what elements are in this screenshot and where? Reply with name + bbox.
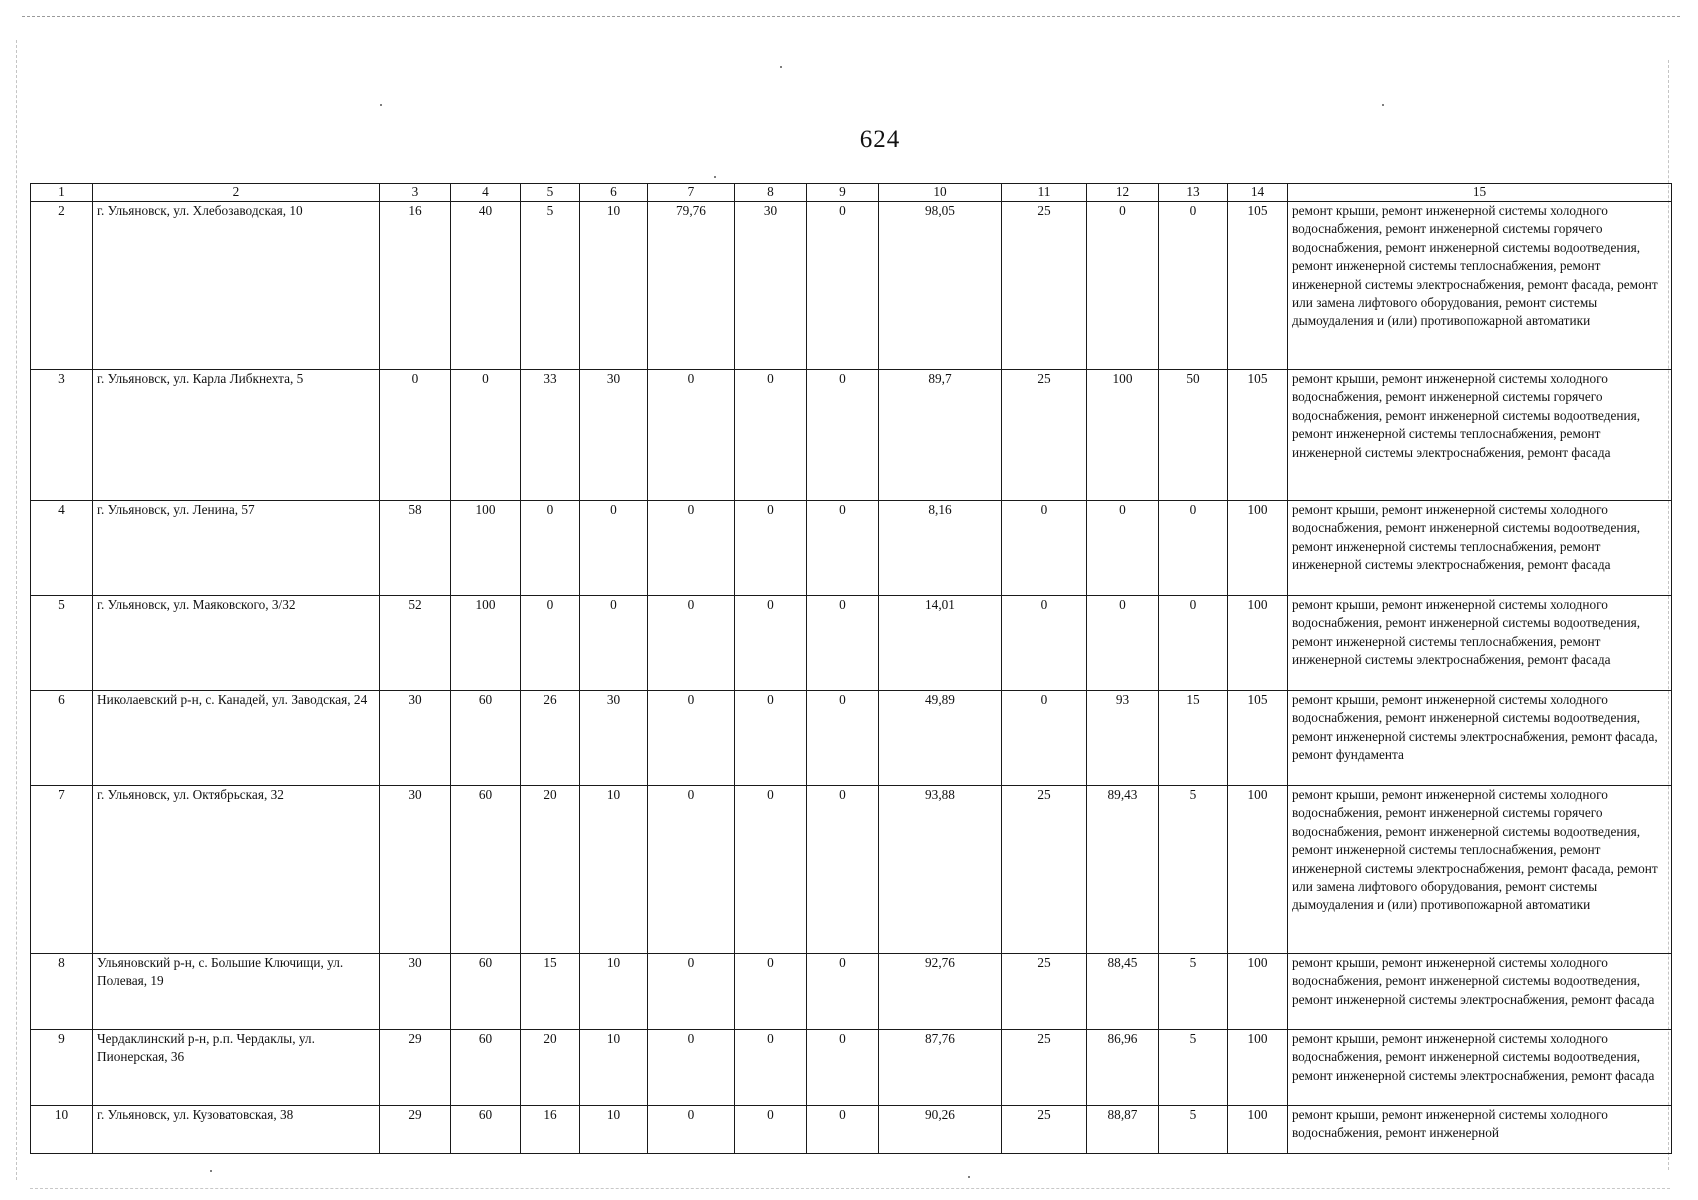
value-cell: 0 [380, 370, 451, 501]
value-cell: 79,76 [648, 202, 735, 370]
table-row [31, 501, 1672, 596]
value-cell: 100 [1228, 1030, 1288, 1106]
value-cell: 0 [648, 1106, 735, 1154]
works-list-cell: ремонт крыши, ремонт инженерной системы холодного водоснабжения, ремонт инженерной системы водоотведения, ремонт инженерной системы электроснабжения, ремонт фасада [1288, 1030, 1672, 1106]
value-cell: 105 [1228, 370, 1288, 501]
scan-speck [780, 66, 782, 68]
value-cell: 0 [807, 691, 879, 786]
address-cell: г. Ульяновск, ул. Хлебозаводская, 10 [93, 202, 380, 370]
table-row [31, 954, 1672, 1030]
value-cell: 25 [1002, 202, 1087, 370]
address-cell: г. Ульяновск, ул. Ленина, 57 [93, 501, 380, 596]
value-cell: 92,76 [879, 954, 1002, 1030]
value-cell: 0 [451, 370, 521, 501]
value-cell: 0 [807, 370, 879, 501]
value-cell: 15 [521, 954, 580, 1030]
value-cell: 10 [580, 1030, 648, 1106]
value-cell: 30 [580, 691, 648, 786]
value-cell: 0 [1087, 202, 1159, 370]
value-cell: 105 [1228, 691, 1288, 786]
table-row [31, 596, 1672, 691]
column-header: 15 [1288, 184, 1672, 202]
value-cell: 0 [735, 954, 807, 1030]
value-cell: 0 [1087, 596, 1159, 691]
value-cell: 0 [1002, 691, 1087, 786]
column-header: 8 [735, 184, 807, 202]
column-number-row [31, 184, 1672, 202]
value-cell: 100 [451, 596, 521, 691]
value-cell: 8,16 [879, 501, 1002, 596]
value-cell: 0 [648, 786, 735, 954]
row-number: 8 [31, 954, 93, 1030]
scan-edge-bottom [30, 1188, 1670, 1189]
value-cell: 0 [648, 1030, 735, 1106]
value-cell: 89,43 [1087, 786, 1159, 954]
scan-edge-left [16, 40, 17, 1180]
column-header: 9 [807, 184, 879, 202]
value-cell: 0 [807, 954, 879, 1030]
column-header: 14 [1228, 184, 1288, 202]
value-cell: 0 [580, 501, 648, 596]
value-cell: 0 [521, 596, 580, 691]
value-cell: 87,76 [879, 1030, 1002, 1106]
value-cell: 25 [1002, 1030, 1087, 1106]
column-header: 12 [1087, 184, 1159, 202]
value-cell: 0 [1159, 501, 1228, 596]
table-row [31, 786, 1672, 954]
value-cell: 5 [1159, 1030, 1228, 1106]
row-number: 3 [31, 370, 93, 501]
address-cell: г. Ульяновск, ул. Октябрьская, 32 [93, 786, 380, 954]
value-cell: 0 [580, 596, 648, 691]
value-cell: 25 [1002, 786, 1087, 954]
value-cell: 50 [1159, 370, 1228, 501]
row-number: 10 [31, 1106, 93, 1154]
value-cell: 0 [1159, 596, 1228, 691]
value-cell: 0 [1159, 202, 1228, 370]
value-cell: 0 [807, 202, 879, 370]
value-cell: 14,01 [879, 596, 1002, 691]
scan-speck [1382, 104, 1384, 106]
value-cell: 100 [451, 501, 521, 596]
column-header: 4 [451, 184, 521, 202]
value-cell: 60 [451, 1106, 521, 1154]
scan-speck [380, 104, 382, 106]
value-cell: 20 [521, 786, 580, 954]
row-number: 5 [31, 596, 93, 691]
value-cell: 98,05 [879, 202, 1002, 370]
value-cell: 10 [580, 202, 648, 370]
row-number: 7 [31, 786, 93, 954]
value-cell: 49,89 [879, 691, 1002, 786]
address-cell: г. Ульяновск, ул. Кузоватовская, 38 [93, 1106, 380, 1154]
value-cell: 29 [380, 1106, 451, 1154]
value-cell: 26 [521, 691, 580, 786]
value-cell: 60 [451, 954, 521, 1030]
value-cell: 0 [1087, 501, 1159, 596]
value-cell: 15 [1159, 691, 1228, 786]
page-number: 624 [859, 126, 901, 153]
scan-speck [968, 1176, 970, 1178]
value-cell: 58 [380, 501, 451, 596]
value-cell: 33 [521, 370, 580, 501]
works-list-cell: ремонт крыши, ремонт инженерной системы холодного водоснабжения, ремонт инженерной системы водоотведения, ремонт инженерной системы электроснабжения, ремонт фасада, ремонт фундамента [1288, 691, 1672, 786]
works-list-cell: ремонт крыши, ремонт инженерной системы холодного водоснабжения, ремонт инженерной [1288, 1106, 1672, 1154]
value-cell: 20 [521, 1030, 580, 1106]
row-number: 4 [31, 501, 93, 596]
value-cell: 93 [1087, 691, 1159, 786]
value-cell: 0 [807, 1030, 879, 1106]
row-number: 9 [31, 1030, 93, 1106]
value-cell: 25 [1002, 370, 1087, 501]
value-cell: 0 [735, 596, 807, 691]
table-row [31, 202, 1672, 370]
column-header: 7 [648, 184, 735, 202]
value-cell: 0 [1002, 596, 1087, 691]
table-row [31, 691, 1672, 786]
column-header: 2 [93, 184, 380, 202]
value-cell: 0 [735, 370, 807, 501]
value-cell: 88,45 [1087, 954, 1159, 1030]
address-cell: г. Ульяновск, ул. Карла Либкнехта, 5 [93, 370, 380, 501]
value-cell: 0 [807, 596, 879, 691]
value-cell: 16 [380, 202, 451, 370]
value-cell: 0 [648, 691, 735, 786]
address-cell: Ульяновский р-н, с. Большие Ключищи, ул. Полевая, 19 [93, 954, 380, 1030]
value-cell: 100 [1228, 786, 1288, 954]
value-cell: 60 [451, 691, 521, 786]
table-row [31, 1030, 1672, 1106]
value-cell: 100 [1228, 1106, 1288, 1154]
address-cell: г. Ульяновск, ул. Маяковского, 3/32 [93, 596, 380, 691]
value-cell: 30 [735, 202, 807, 370]
value-cell: 25 [1002, 954, 1087, 1030]
value-cell: 5 [1159, 954, 1228, 1030]
value-cell: 0 [1002, 501, 1087, 596]
value-cell: 0 [735, 786, 807, 954]
works-list-cell: ремонт крыши, ремонт инженерной системы холодного водоснабжения, ремонт инженерной системы горячего водоснабжения, ремонт инженерной системы водоотведения, ремонт инженерной системы теплоснабжения, ремонт инженерной системы электроснабжения, ремонт фасада, ремонт или замена лифтового оборудования, ремонт системы дымоудаления и (или) противопожарной автоматики [1288, 786, 1672, 954]
value-cell: 25 [1002, 1106, 1087, 1154]
table-row [31, 370, 1672, 501]
column-header: 5 [521, 184, 580, 202]
column-header: 6 [580, 184, 648, 202]
value-cell: 0 [807, 786, 879, 954]
value-cell: 0 [807, 1106, 879, 1154]
value-cell: 93,88 [879, 786, 1002, 954]
table-row [31, 1106, 1672, 1154]
value-cell: 0 [735, 1106, 807, 1154]
value-cell: 5 [521, 202, 580, 370]
works-list-cell: ремонт крыши, ремонт инженерной системы холодного водоснабжения, ремонт инженерной системы водоотведения, ремонт инженерной системы электроснабжения, ремонт фасада [1288, 954, 1672, 1030]
value-cell: 30 [380, 954, 451, 1030]
value-cell: 30 [580, 370, 648, 501]
column-header: 3 [380, 184, 451, 202]
works-list-cell: ремонт крыши, ремонт инженерной системы холодного водоснабжения, ремонт инженерной системы горячего водоснабжения, ремонт инженерной системы водоотведения, ремонт инженерной системы теплоснабжения, ремонт инженерной системы электроснабжения, ремонт фасада [1288, 370, 1672, 501]
value-cell: 100 [1228, 954, 1288, 1030]
address-cell: Николаевский р-н, с. Канадей, ул. Заводская, 24 [93, 691, 380, 786]
value-cell: 0 [735, 501, 807, 596]
value-cell: 0 [521, 501, 580, 596]
value-cell: 0 [648, 954, 735, 1030]
value-cell: 10 [580, 786, 648, 954]
value-cell: 0 [807, 501, 879, 596]
column-header: 10 [879, 184, 1002, 202]
value-cell: 30 [380, 786, 451, 954]
column-header: 11 [1002, 184, 1087, 202]
value-cell: 90,26 [879, 1106, 1002, 1154]
value-cell: 100 [1228, 501, 1288, 596]
value-cell: 60 [451, 1030, 521, 1106]
value-cell: 52 [380, 596, 451, 691]
value-cell: 40 [451, 202, 521, 370]
value-cell: 0 [648, 370, 735, 501]
value-cell: 100 [1228, 596, 1288, 691]
value-cell: 86,96 [1087, 1030, 1159, 1106]
value-cell: 29 [380, 1030, 451, 1106]
address-cell: Чердаклинский р-н, р.п. Чердаклы, ул. Пионерская, 36 [93, 1030, 380, 1106]
works-list-cell: ремонт крыши, ремонт инженерной системы холодного водоснабжения, ремонт инженерной системы горячего водоснабжения, ремонт инженерной системы водоотведения, ремонт инженерной системы теплоснабжения, ремонт инженерной системы электроснабжения, ремонт фасада, ремонт или замена лифтового оборудования, ремонт системы дымоудаления и (или) противопожарной автоматики [1288, 202, 1672, 370]
value-cell: 0 [648, 596, 735, 691]
value-cell: 100 [1087, 370, 1159, 501]
row-number: 2 [31, 202, 93, 370]
repair-register-table [30, 183, 1672, 1154]
value-cell: 10 [580, 954, 648, 1030]
value-cell: 5 [1159, 786, 1228, 954]
value-cell: 88,87 [1087, 1106, 1159, 1154]
value-cell: 30 [380, 691, 451, 786]
scan-edge-top [22, 16, 1680, 17]
value-cell: 16 [521, 1106, 580, 1154]
value-cell: 10 [580, 1106, 648, 1154]
value-cell: 0 [735, 691, 807, 786]
value-cell: 0 [648, 501, 735, 596]
scan-speck [210, 1170, 212, 1172]
row-number: 6 [31, 691, 93, 786]
column-header: 1 [31, 184, 93, 202]
value-cell: 5 [1159, 1106, 1228, 1154]
works-list-cell: ремонт крыши, ремонт инженерной системы холодного водоснабжения, ремонт инженерной системы водоотведения, ремонт инженерной системы теплоснабжения, ремонт инженерной системы электроснабжения, ремонт фасада [1288, 501, 1672, 596]
scan-speck [714, 176, 716, 178]
column-header: 13 [1159, 184, 1228, 202]
works-list-cell: ремонт крыши, ремонт инженерной системы холодного водоснабжения, ремонт инженерной системы водоотведения, ремонт инженерной системы теплоснабжения, ремонт инженерной системы электроснабжения, ремонт фасада [1288, 596, 1672, 691]
value-cell: 89,7 [879, 370, 1002, 501]
value-cell: 105 [1228, 202, 1288, 370]
value-cell: 0 [735, 1030, 807, 1106]
value-cell: 60 [451, 786, 521, 954]
